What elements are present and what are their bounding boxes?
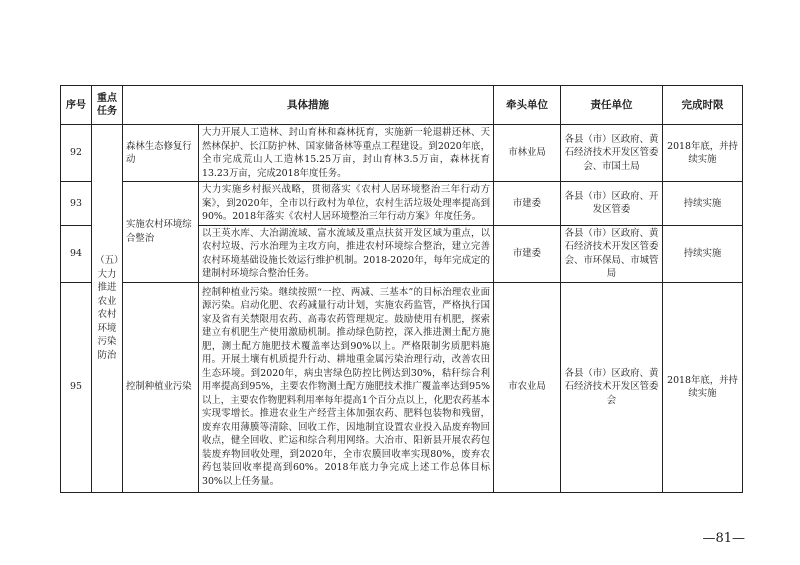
row-responsible-unit: 各县（市）区政府、黄石经济技术开发区管委会	[561, 282, 663, 492]
header-responsible-unit: 责任单位	[561, 86, 663, 125]
row-lead-unit: 市林业局	[494, 125, 561, 182]
row-responsible-unit: 各县（市）区政府、开发区管委	[561, 182, 663, 226]
row-measures: 控制种植业污染。继续按照“一控、两减、三基本”的目标治理农业面源污染。启动化肥、农药减量行动计划，实施农药监管，严格执行国家及省有关禁限用农药、高毒农药管理规定。鼓励使用有机肥，探索建立有机肥生产使用激励机制。推动绿色防控，深入推进测土配方施肥，测土配方施肥技术覆盖率达到90%以上。严格限制劣质肥料施用。开展土壤有机质提升行动、耕地重金属污染治理行动，改善农田生态环境。到2020年，病虫害绿色防控比例达到30%，秸秆综合利用率提高到95%，主要农作物测土配方施肥技术推广覆盖率达到95%以上，主要农作物肥料利用率每年提高1个百分点以上，化肥农药基本实现零增长。推进农业生产经营主体加强农药、肥料包装物和残留，废弃农用薄膜等清除、回收工作，因地制宜设置农业投入品废弃物回收点，健全回收、贮运和综合利用网络。大冶市、阳新县开展农药包装废弃物回收处理，到2020年，全市农膜回收率实现80%，废弃农药包装回收率提高到60%。2018年底力争完成上述工作总体目标30%以上任务量。	[199, 282, 494, 492]
row-subtask: 森林生态修复行动	[123, 125, 199, 182]
row-lead-unit: 市农业局	[494, 282, 561, 492]
row-no: 94	[61, 225, 92, 282]
group-task: （五）大力推进农业农村环境污染防治	[92, 125, 123, 493]
table-row	[61, 125, 743, 182]
row-no: 95	[61, 282, 92, 492]
header-no: 序号	[61, 86, 92, 125]
table-row	[61, 182, 743, 226]
row-deadline: 持续实施	[663, 225, 743, 282]
row-responsible-unit: 各县（市）区政府、黄石经济技术开发区管委会、市环保局、市城管局	[561, 225, 663, 282]
page-number: —81—	[702, 531, 745, 546]
table-row	[61, 282, 743, 492]
header-measures: 具体措施	[123, 86, 494, 125]
header-deadline: 完成时限	[663, 86, 743, 125]
header-key-task: 重点任务	[92, 86, 123, 125]
row-deadline: 持续实施	[663, 182, 743, 226]
measures-table	[60, 85, 743, 493]
row-responsible-unit: 各县（市）区政府、黄石经济技术开发区管委会、市国土局	[561, 125, 663, 182]
row-deadline: 2018年底，并持续实施	[663, 125, 743, 182]
row-subtask: 控制种植业污染	[123, 282, 199, 492]
row-no: 93	[61, 182, 92, 226]
header-lead-unit: 牵头单位	[494, 86, 561, 125]
row-deadline: 2018年底，并持续实施	[663, 282, 743, 492]
row-subtask: 实施农村环境综合整治	[123, 182, 199, 283]
row-measures: 以王英水库、大冶湖流域、富水流域及重点扶贫开发区域为重点，以农村垃圾、污水治理为主攻方向，推进农村环境综合整治，建立完善农村环境基础设施长效运行维护机制。2018-2020年，每年完成定的建制村环境综合整治任务。	[199, 225, 494, 282]
row-no: 92	[61, 125, 92, 182]
row-lead-unit: 市建委	[494, 225, 561, 282]
row-measures: 大力开展人工造林、封山育林和森林抚育，实施新一轮退耕还林、天然林保护、长江防护林、国家储备林等重点工程建设。到2020年底，全市完成荒山人工造林15.25万亩，封山育林3.5万亩，森林抚育13.23万亩，完成2018年度任务。	[199, 125, 494, 182]
row-measures: 大力实施乡村振兴战略，贯彻落实《农村人居环境整治三年行动方案》，到2020年，全市以行政村为单位，农村生活垃圾处理率提高到90%。2018年落实《农村人居环境整治三年行动方案》年度任务。	[199, 182, 494, 226]
row-lead-unit: 市建委	[494, 182, 561, 226]
table-header-row	[61, 86, 743, 125]
